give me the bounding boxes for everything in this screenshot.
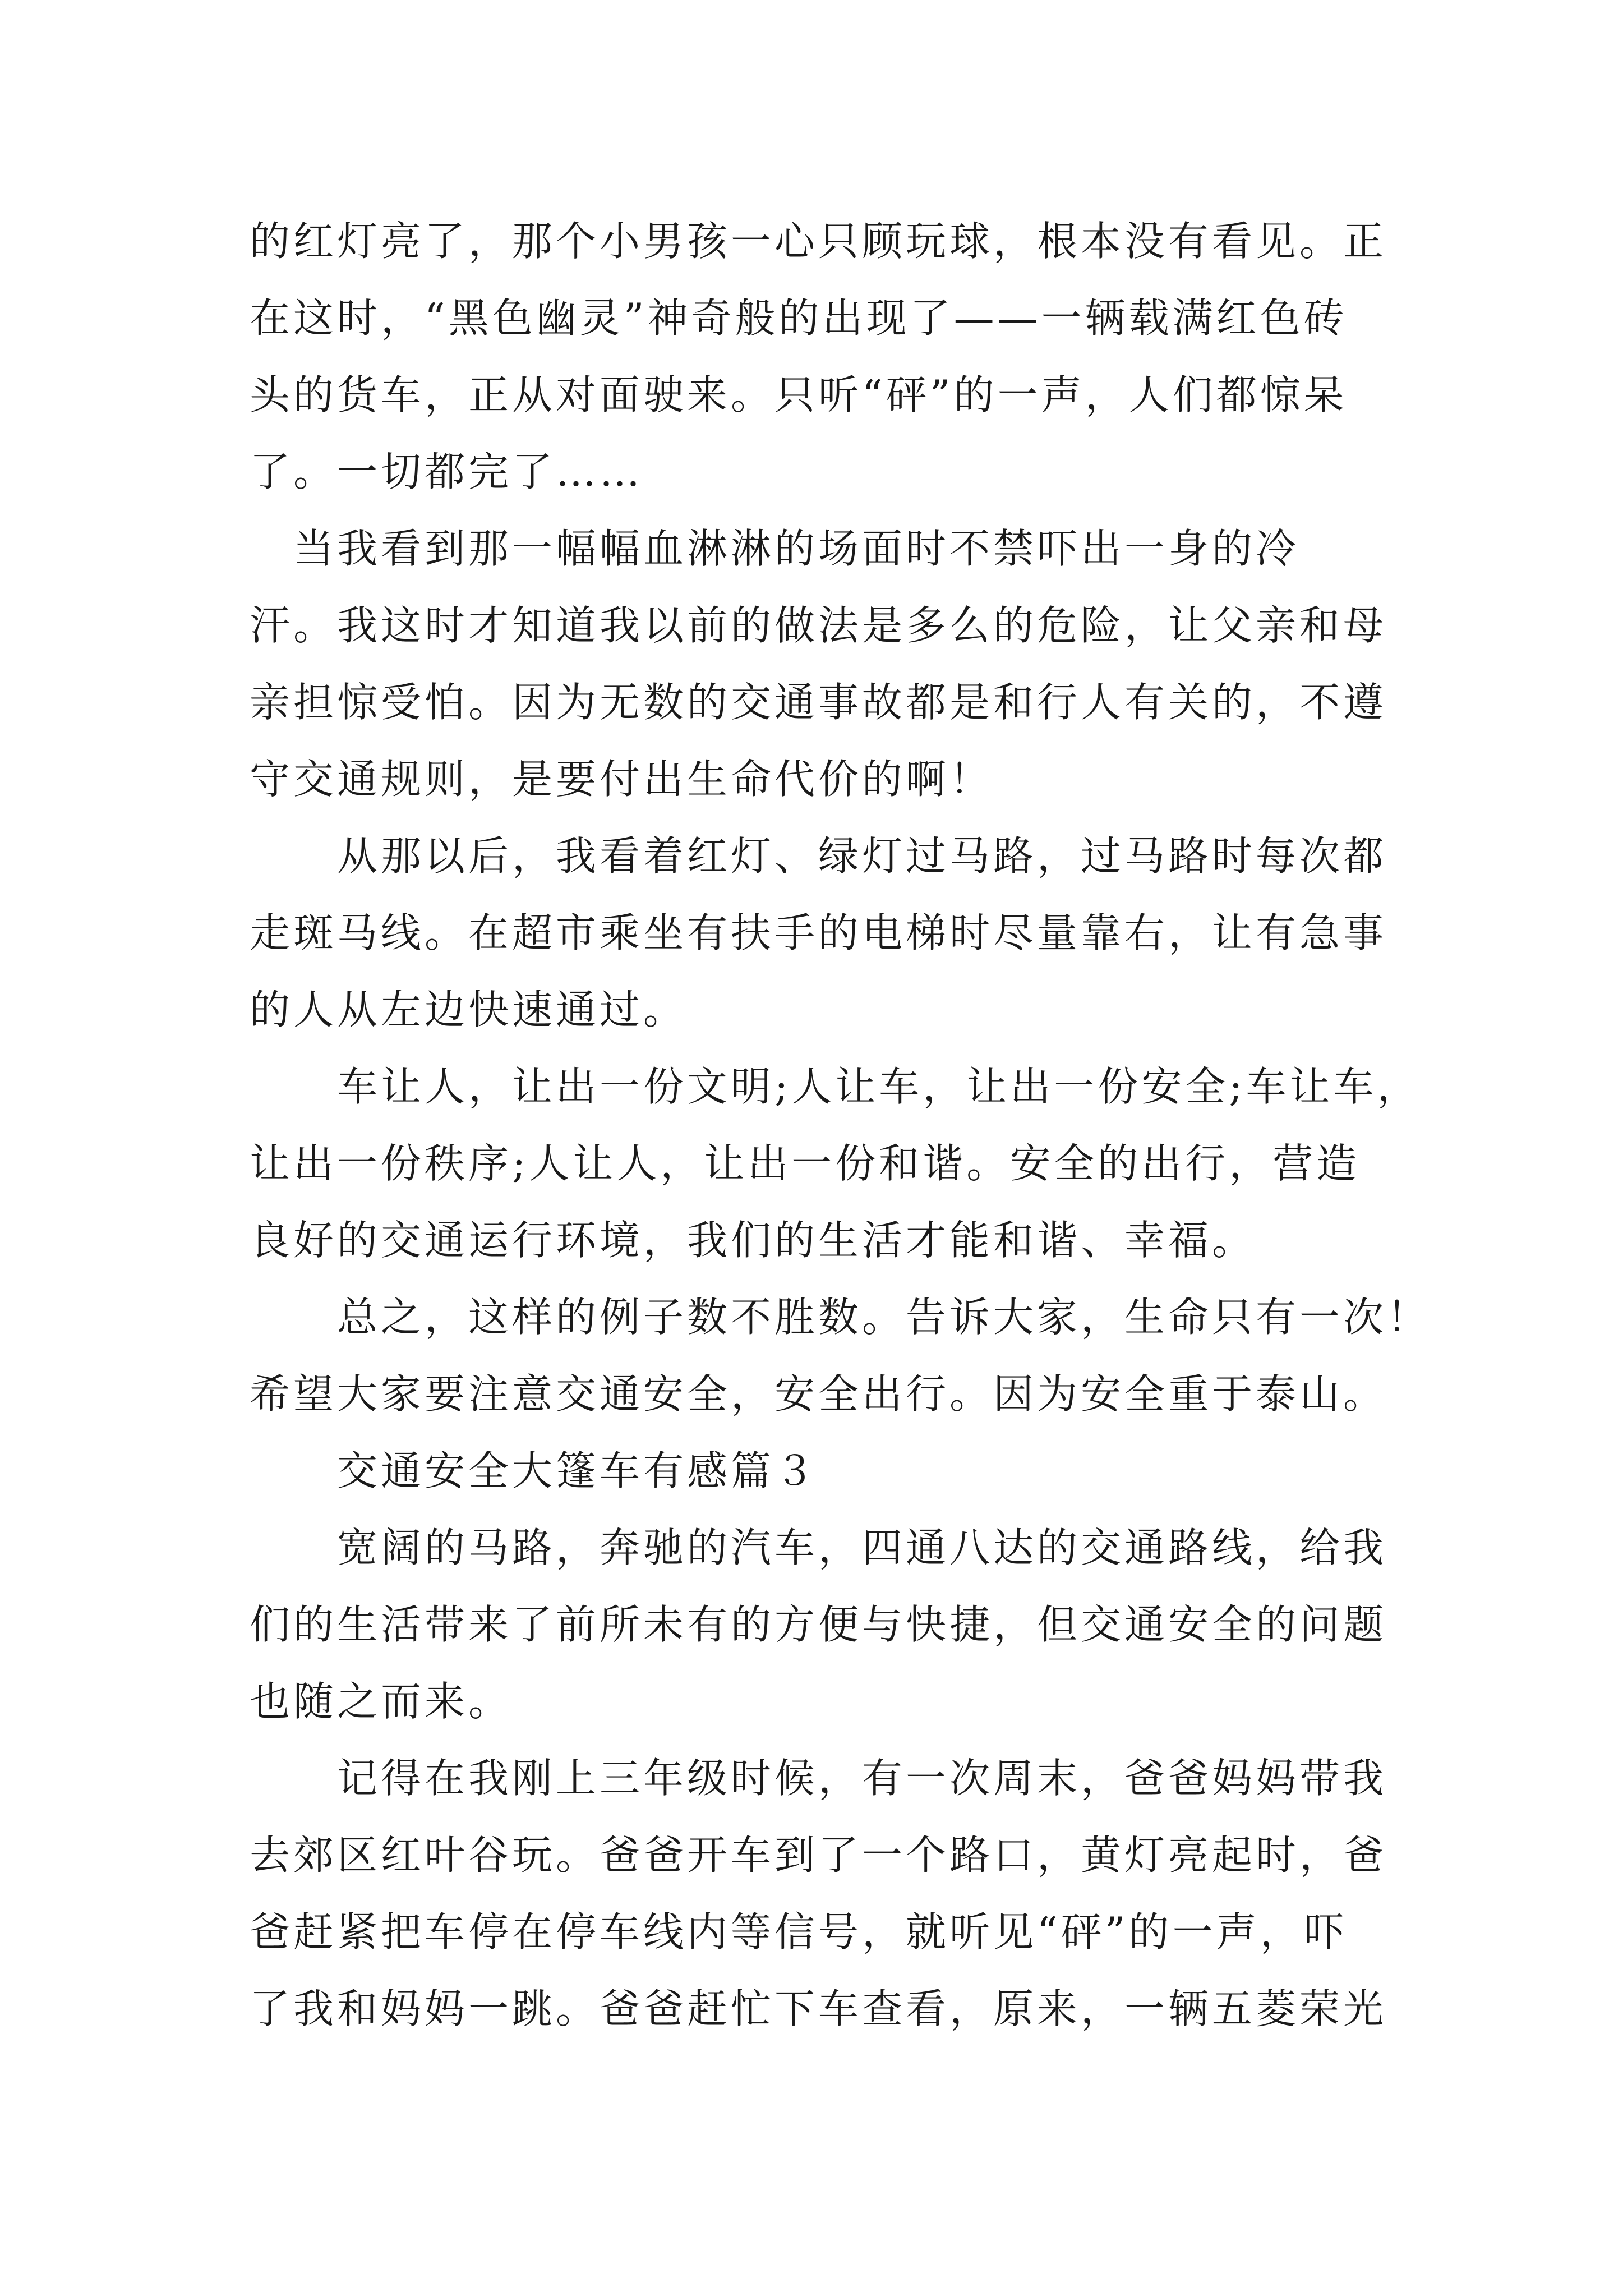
text-line: 车让人，让出一份文明;人让车，让出一份安全;车让车， bbox=[250, 1063, 1421, 1110]
text-line: 良好的交通运行环境，我们的生活才能和谐、幸福。 bbox=[250, 1217, 1256, 1264]
text-line: 们的生活带来了前所未有的方便与快捷，但交通安全的问题 bbox=[250, 1601, 1387, 1648]
text-line: 爸赶紧把车停在停车线内等信号，就听见“砰”的一声，吓 bbox=[250, 1908, 1348, 1955]
text-line: 宽阔的马路，奔驰的汽车，四通八达的交通路线，给我 bbox=[250, 1524, 1387, 1571]
text-line: 记得在我刚上三年级时候，有一次周末，爸爸妈妈带我 bbox=[250, 1755, 1387, 1802]
text-line: 让出一份秩序;人让人，让出一份和谐。安全的出行，营造 bbox=[250, 1140, 1361, 1187]
section-heading: 交通安全大篷车有感篇３ bbox=[250, 1447, 819, 1494]
text-line: 了。一切都完了…… bbox=[250, 448, 644, 495]
text-line: 头的货车，正从对面驶来。只听“砰”的一声，人们都惊呆 bbox=[250, 371, 1348, 418]
text-line: 也随之而来。 bbox=[250, 1678, 513, 1725]
text-line: 了我和妈妈一跳。爸爸赶忙下车查看，原来，一辆五菱荣光 bbox=[250, 1985, 1387, 2032]
text-line: 亲担惊受怕。因为无数的交通事故都是和行人有关的，不遵 bbox=[250, 679, 1387, 726]
text-line: 走斑马线。在超市乘坐有扶手的电梯时尽量靠右，让有急事 bbox=[250, 909, 1387, 956]
text-line: 总之，这样的例子数不胜数。告诉大家，生命只有一次！ bbox=[250, 1294, 1431, 1341]
body-text bbox=[250, 203, 1431, 2047]
text-line: 的红灯亮了，那个小男孩一心只顾玩球，根本没有看见。正 bbox=[250, 218, 1387, 265]
text-line: 当我看到那一幅幅血淋淋的场面时不禁吓出一身的冷 bbox=[250, 525, 1300, 572]
text-line: 去郊区红叶谷玩。爸爸开车到了一个路口，黄灯亮起时，爸 bbox=[250, 1832, 1387, 1879]
text-line: 在这时，“黑色幽灵”神奇般的出现了——一辆载满红色砖 bbox=[250, 295, 1348, 342]
text-line: 希望大家要注意交通安全，安全出行。因为安全重于泰山。 bbox=[250, 1370, 1387, 1418]
text-line: 从那以后，我看着红灯、绿灯过马路，过马路时每次都 bbox=[250, 832, 1387, 880]
text-line: 汗。我这时才知道我以前的做法是多么的危险，让父亲和母 bbox=[250, 602, 1387, 649]
text-line: 守交通规则，是要付出生命代价的啊！ bbox=[250, 756, 994, 803]
text-line: 的人从左边快速通过。 bbox=[250, 986, 688, 1033]
